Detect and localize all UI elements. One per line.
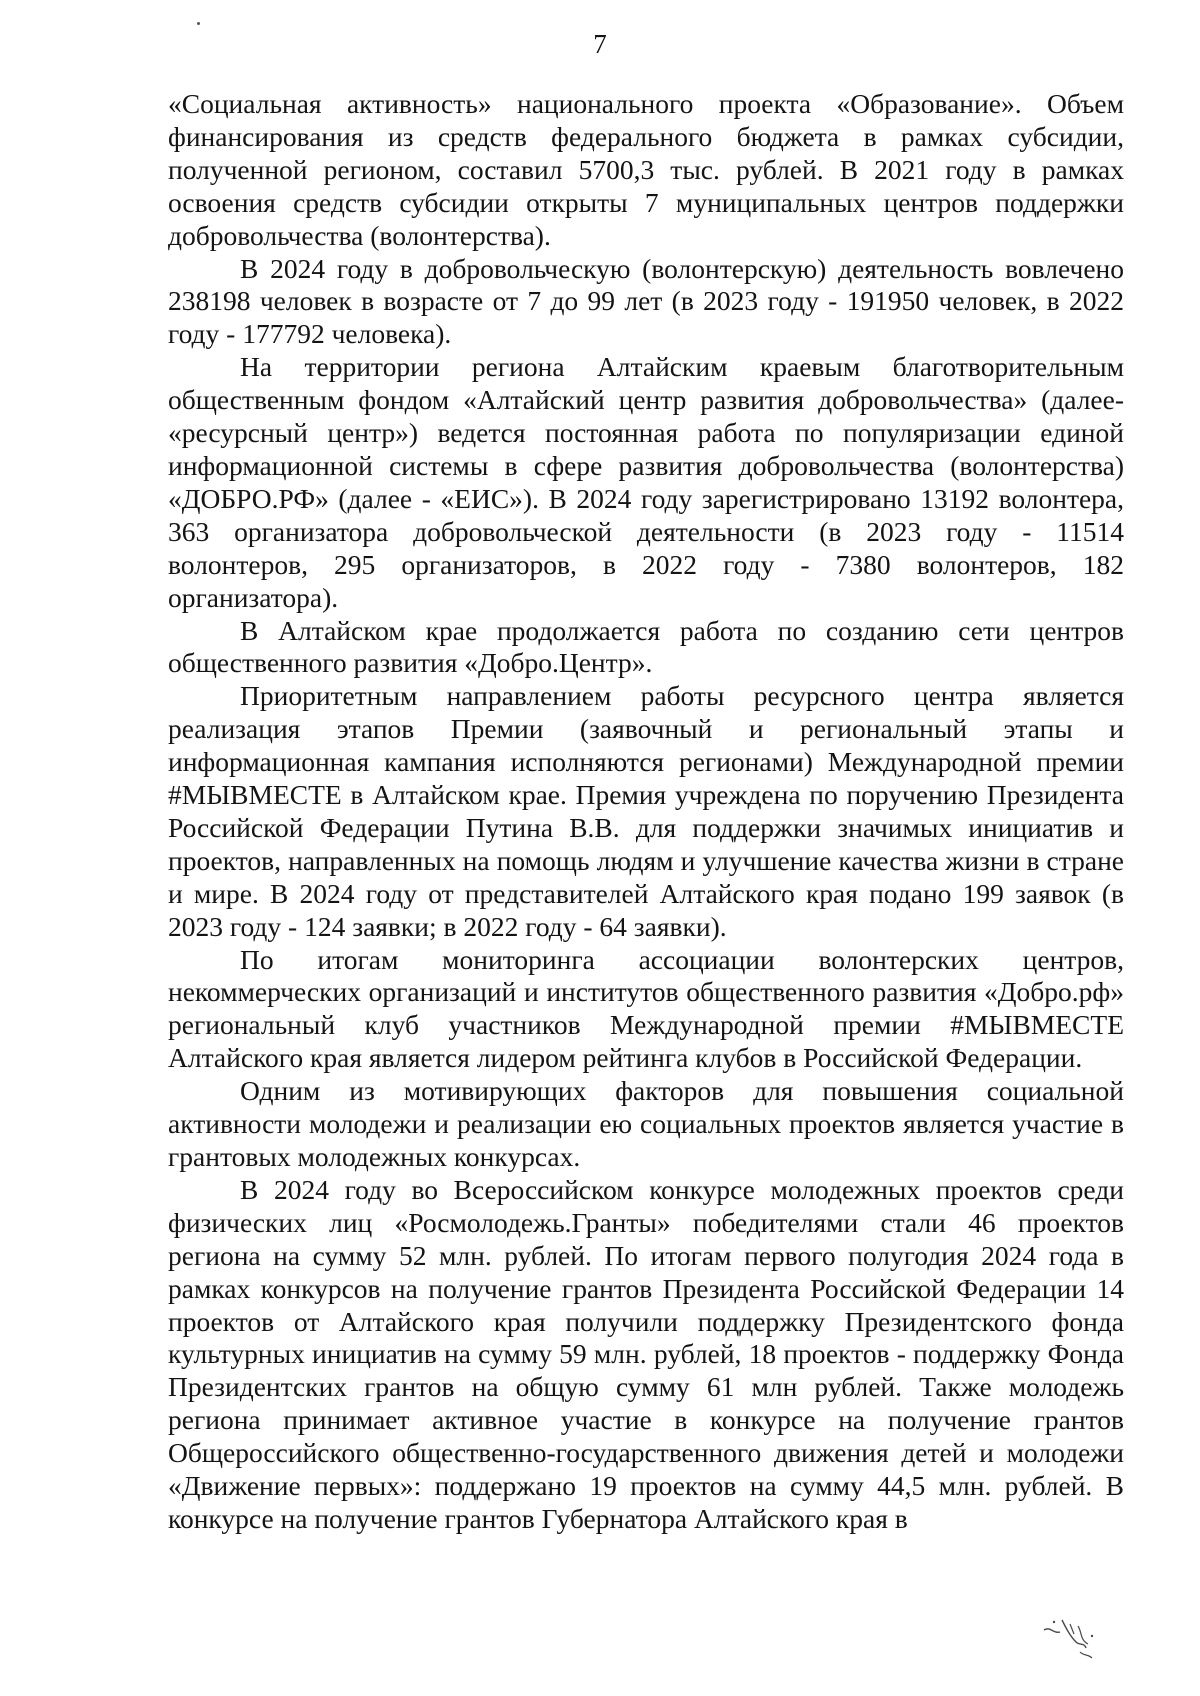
paragraph-resource-center: На территории региона Алтайским краевым благотворительным общественным фондом «Алтайский центр развития добровольчества» (далее- «ресурсный центр») ведется постоянная работа по популяризации единой информационной системы в сфере развития добровольчества (волонтерства) «ДОБРО.РФ» (далее - «ЕИС»). В 2024 году зарегистрировано 13192 волонтера, 363 организатора добровольческой деятельности (в 2023 году - 11514 волонтеров, 295 организаторов, в 2022 году - 7380 волонтеров, 182 организатора). <box>168 351 1124 613</box>
paragraph-club-rating: По итогам мониторинга ассоциации волонтерских центров, некоммерческих организаций и институтов общественного развития «Добро.рф» региональный клуб участников Международной премии #МЫВМЕСТЕ Алтайского края является лидером рейтинга клубов в Российской Федерации. <box>168 943 1124 1074</box>
page-number: 7 <box>593 29 607 59</box>
paragraph-grant-results: В 2024 году во Всероссийском конкурсе молодежных проектов среди физических лиц «Росмолодежь.Гранты» победителями стали 46 проектов региона на сумму 52 млн. рублей. По итогам первого полугодия 2024 года в рамках конкурсов на получение грантов Президента Российской Федерации 14 проектов от Алтайского края получили поддержку Президентского фонда культурных инициатив на сумму 59 млн. рублей, 18 проектов - поддержку Фонда Президентских грантов на общую сумму 61 млн рублей. Также молодежь региона принимает активное участие в конкурсе на получение грантов Общероссийского общественно-государственного движения детей и молодежи «Движение первых»: поддержано 19 проектов на сумму 44,5 млн. рублей. В конкурсе на получение грантов Губернатора Алтайского края в <box>168 1173 1124 1534</box>
scan-speck <box>197 22 200 25</box>
paragraph-dobro-center-network: В Алтайском крае продолжается работа по созданию сети центров общественного развития «Добро.Центр». <box>168 614 1124 679</box>
paragraph-volunteer-involvement: В 2024 году в добровольческую (волонтерскую) деятельность вовлечено 238198 человек в возрасте от 7 до 99 лет (в 2023 году - 191950 человек, в 2022 году - 177792 человека). <box>168 252 1124 350</box>
body-text <box>168 88 1124 1536</box>
paragraph-grant-motivation: Одним из мотивирующих факторов для повышения социальной активности молодежи и реализации ею социальных проектов является участие в грантовых молодежных конкурсах. <box>168 1075 1124 1172</box>
paragraph-myvmeste-award: Приоритетным направлением работы ресурсного центра является реализация этапов Премии (заявочный и региональный этапы и информационная кампания исполняются регионами) Международной премии #МЫВМЕСТЕ в Алтайском крае. Премия учреждена по поручению Президента Российской Федерации Путина В.В. для поддержки значимых инициатив и проектов, направленных на помощь людям и улучшение качества жизни в стране и мире. В 2024 году от представителей Алтайского края подано 199 заявок (в 2023 году - 124 заявки; в 2022 году - 64 заявки). <box>168 680 1124 942</box>
paragraph-social-activity-continuation: «Социальная активность» национального проекта «Образование». Объем финансирования из средств федерального бюджета в рамках субсидии, полученной регионом, составил 5700,3 тыс. рублей. В 2021 году в рамках освоения средств субсидии открыты 7 муниципальных центров поддержки добровольчества (волонтерства). <box>168 88 1124 251</box>
handwritten-initials-mark <box>1040 1612 1100 1662</box>
